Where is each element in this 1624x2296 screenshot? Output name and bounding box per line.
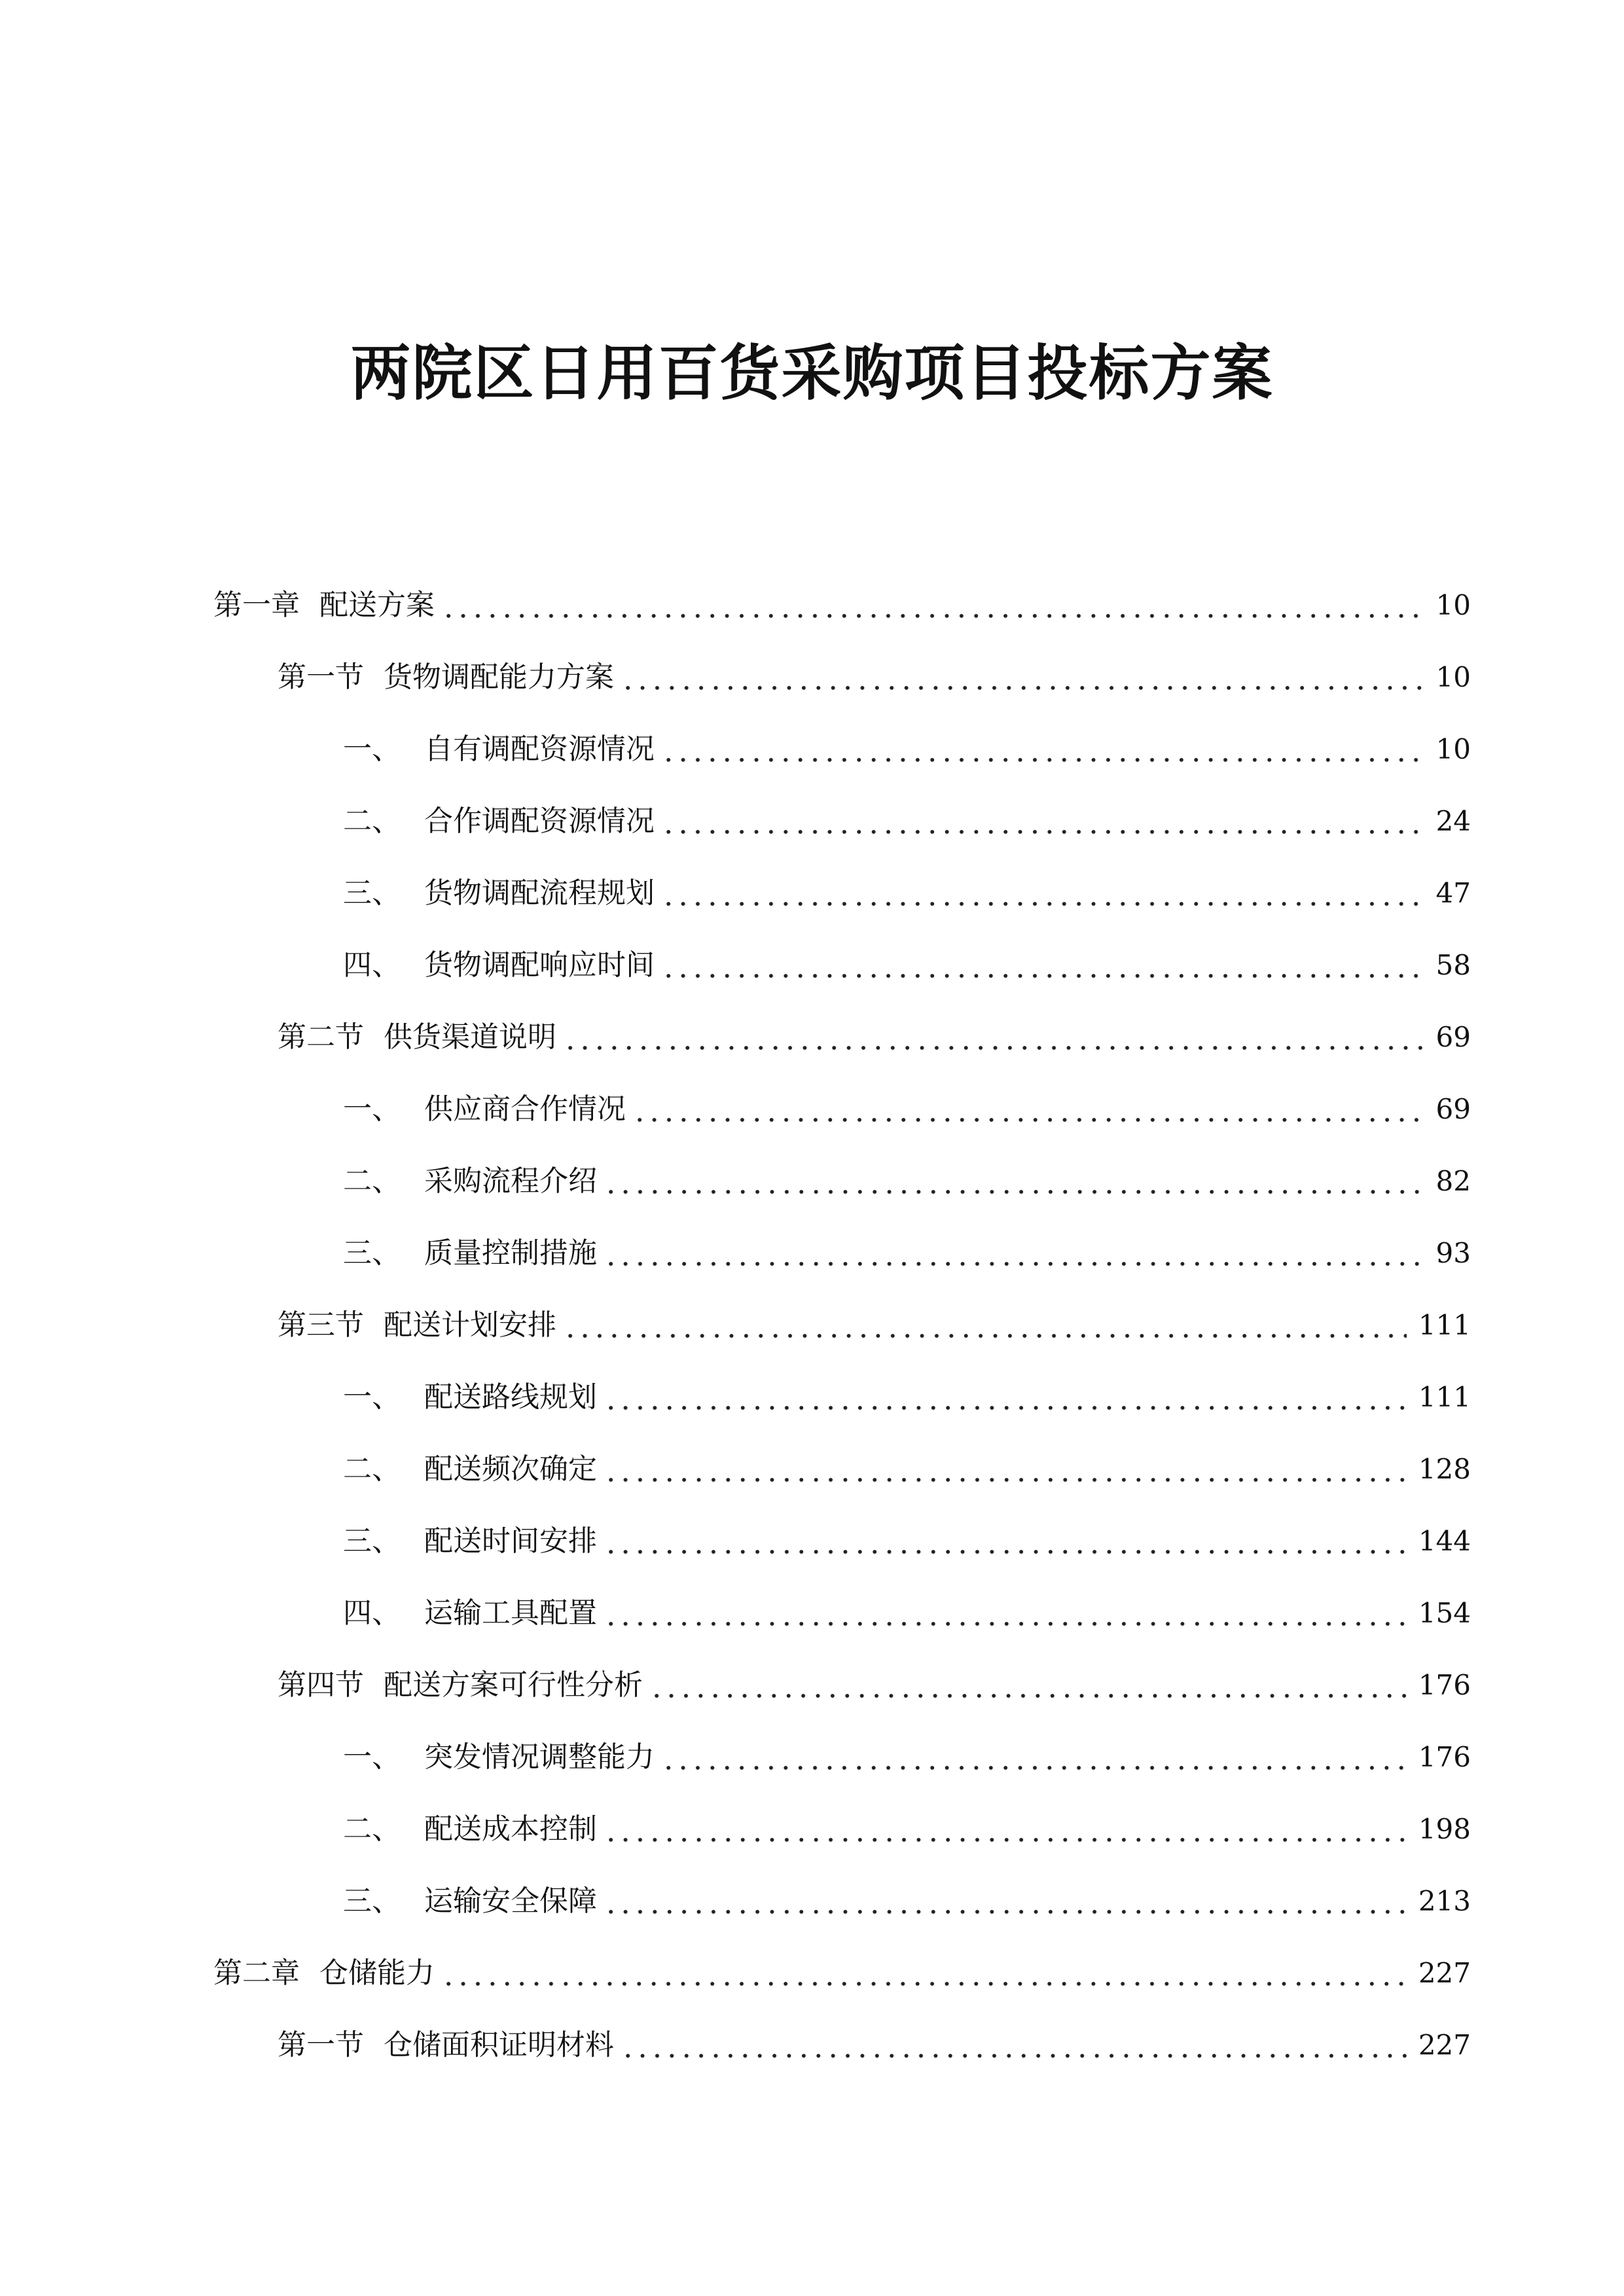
- toc-entry-label: [343, 946, 655, 985]
- toc-entry-page-number: 111: [1418, 1309, 1471, 1341]
- toc-entry-6[interactable]: [0, 929, 1624, 1001]
- toc-entry-label: [343, 1810, 597, 1849]
- toc-entry-title: 质量控制措施: [424, 1236, 597, 1270]
- toc-dot-leader: [604, 1450, 1407, 1489]
- toc-entry-title: 供货渠道说明: [384, 1020, 556, 1054]
- toc-entry-page-number: 154: [1418, 1597, 1471, 1629]
- toc-entry-17[interactable]: [0, 1721, 1624, 1793]
- toc-entry-title: 配送方案可行性分析: [384, 1668, 643, 1702]
- toc-entry-number: 第二章: [213, 1956, 300, 1990]
- toc-entry-14[interactable]: [0, 1505, 1624, 1577]
- toc-dot-leader: [649, 1666, 1407, 1705]
- toc-entry-title: 货物调配能力方案: [384, 660, 614, 694]
- toc-entry-title: 货物调配响应时间: [424, 948, 655, 982]
- toc-entry-title: 仓储能力: [319, 1956, 435, 1990]
- toc-dot-leader: [563, 1306, 1407, 1345]
- toc-entry-title: 配送时间安排: [424, 1524, 597, 1558]
- toc-dot-leader: [621, 2026, 1407, 2065]
- toc-dot-leader: [632, 1090, 1424, 1129]
- document-title: 两院区日用百货采购项目投标方案: [350, 338, 1274, 408]
- toc-entry-number: 一、: [343, 1380, 401, 1414]
- toc-dot-leader: [661, 730, 1424, 769]
- toc-entry-1[interactable]: [0, 569, 1624, 641]
- toc-entry-page-number: 10: [1435, 661, 1471, 693]
- toc-entry-3[interactable]: [0, 713, 1624, 785]
- toc-entry-title: 运输工具配置: [424, 1596, 597, 1630]
- toc-entry-12[interactable]: [0, 1361, 1624, 1433]
- toc-entry-page-number: 128: [1418, 1453, 1471, 1485]
- toc-entry-label: [278, 1666, 643, 1705]
- toc-entry-number: 一、: [343, 732, 401, 766]
- toc-entry-20[interactable]: [0, 1937, 1624, 2009]
- toc-entry-number: 第二节: [278, 1020, 364, 1054]
- toc-entry-number: 二、: [343, 1452, 401, 1486]
- toc-entry-number: 一、: [343, 1092, 401, 1126]
- toc-dot-leader: [604, 1810, 1407, 1849]
- toc-entry-label: [213, 586, 435, 625]
- toc-dot-leader: [604, 1594, 1407, 1633]
- toc-entry-9[interactable]: [0, 1145, 1624, 1217]
- toc-entry-title: 运输安全保障: [424, 1884, 597, 1918]
- toc-dot-leader: [621, 658, 1424, 697]
- toc-dot-leader: [604, 1162, 1424, 1201]
- toc-dot-leader: [604, 1882, 1407, 1921]
- toc-entry-number: 三、: [343, 1884, 401, 1918]
- toc-entry-title: 配送方案: [319, 588, 435, 622]
- toc-entry-label: [278, 658, 614, 697]
- toc-entry-label: [343, 1090, 626, 1129]
- toc-entry-page-number: 58: [1435, 949, 1471, 981]
- toc-entry-13[interactable]: [0, 1433, 1624, 1505]
- toc-entry-label: [343, 1450, 597, 1489]
- toc-dot-leader: [661, 946, 1424, 985]
- toc-entry-10[interactable]: [0, 1217, 1624, 1289]
- toc-entry-page-number: 176: [1418, 1669, 1471, 1701]
- toc-entry-page-number: 69: [1435, 1093, 1471, 1125]
- toc-entry-page-number: 111: [1418, 1381, 1471, 1413]
- toc-entry-label: [278, 2026, 614, 2065]
- toc-entry-number: 二、: [343, 804, 401, 838]
- toc-entry-page-number: 47: [1435, 877, 1471, 909]
- toc-entry-title: 仓储面积证明材料: [384, 2028, 614, 2062]
- toc-entry-title: 配送计划安排: [384, 1308, 556, 1342]
- toc-entry-title: 配送成本控制: [424, 1812, 597, 1846]
- toc-entry-label: [278, 1018, 556, 1057]
- toc-entry-number: 二、: [343, 1812, 401, 1846]
- toc-entry-number: 第四节: [278, 1668, 364, 1702]
- toc-entry-number: 第一节: [278, 2028, 364, 2062]
- toc-entry-label: [343, 730, 655, 769]
- toc-entry-8[interactable]: [0, 1073, 1624, 1145]
- toc-entry-title: 货物调配流程规划: [424, 876, 655, 910]
- toc-entry-page-number: 24: [1435, 805, 1471, 837]
- toc-entry-number: 二、: [343, 1164, 401, 1198]
- toc-entry-5[interactable]: [0, 857, 1624, 929]
- toc-entry-title: 合作调配资源情况: [424, 804, 655, 838]
- toc-entry-title: 自有调配资源情况: [424, 732, 655, 766]
- toc-entry-page-number: 176: [1418, 1741, 1471, 1773]
- toc-entry-4[interactable]: [0, 785, 1624, 857]
- toc-entry-title: 配送频次确定: [424, 1452, 597, 1486]
- toc-entry-page-number: 198: [1418, 1813, 1471, 1845]
- toc-entry-number: 三、: [343, 876, 401, 910]
- toc-entry-page-number: 213: [1418, 1885, 1471, 1917]
- toc-entry-19[interactable]: [0, 1865, 1624, 1937]
- toc-entry-label: [343, 1162, 597, 1201]
- toc-entry-page-number: 227: [1418, 2029, 1471, 2061]
- toc-entry-label: [343, 874, 655, 913]
- toc-entry-label: [343, 1738, 655, 1777]
- toc-entry-label: [343, 1882, 597, 1921]
- toc-entry-21[interactable]: [0, 2009, 1624, 2081]
- toc-entry-page-number: 10: [1435, 589, 1471, 621]
- toc-entry-number: 三、: [343, 1236, 401, 1270]
- toc-entry-label: [343, 1594, 597, 1633]
- toc-entry-number: 一、: [343, 1740, 401, 1774]
- toc-entry-16[interactable]: [0, 1649, 1624, 1721]
- toc-entry-number: 三、: [343, 1524, 401, 1558]
- toc-entry-label: [343, 1234, 597, 1273]
- toc-entry-page-number: 227: [1418, 1957, 1471, 1989]
- toc-entry-number: 第一节: [278, 660, 364, 694]
- toc-entry-number: 四、: [343, 948, 401, 982]
- toc-entry-title: 突发情况调整能力: [424, 1740, 655, 1774]
- toc-dot-leader: [604, 1234, 1424, 1273]
- toc-entry-7[interactable]: [0, 1001, 1624, 1073]
- toc-entry-label: [278, 1306, 556, 1345]
- toc-dot-leader: [563, 1018, 1424, 1057]
- toc-entry-11[interactable]: [0, 1289, 1624, 1361]
- toc-entry-page-number: 144: [1418, 1525, 1471, 1557]
- toc-dot-leader: [441, 586, 1424, 625]
- toc-entry-18[interactable]: [0, 1793, 1624, 1865]
- toc-dot-leader: [661, 1738, 1407, 1777]
- toc-dot-leader: [604, 1378, 1407, 1417]
- toc-entry-number: 第一章: [213, 588, 300, 622]
- table-of-contents: [0, 569, 1624, 2081]
- toc-dot-leader: [661, 874, 1424, 913]
- toc-entry-15[interactable]: [0, 1577, 1624, 1649]
- toc-entry-label: [343, 802, 655, 841]
- toc-entry-title: 供应商合作情况: [424, 1092, 626, 1126]
- toc-dot-leader: [604, 1522, 1407, 1561]
- toc-entry-number: 四、: [343, 1596, 401, 1630]
- toc-entry-title: 采购流程介绍: [424, 1164, 597, 1198]
- toc-dot-leader: [441, 1954, 1407, 1993]
- toc-entry-page-number: 69: [1435, 1021, 1471, 1053]
- toc-entry-page-number: 93: [1435, 1237, 1471, 1269]
- toc-dot-leader: [661, 802, 1424, 841]
- toc-entry-label: [213, 1954, 435, 1993]
- toc-entry-title: 配送路线规划: [424, 1380, 597, 1414]
- toc-entry-page-number: 10: [1435, 733, 1471, 765]
- toc-entry-page-number: 82: [1435, 1165, 1471, 1197]
- toc-entry-number: 第三节: [278, 1308, 364, 1342]
- toc-entry-label: [343, 1522, 597, 1561]
- toc-entry-label: [343, 1378, 597, 1417]
- toc-entry-2[interactable]: [0, 641, 1624, 713]
